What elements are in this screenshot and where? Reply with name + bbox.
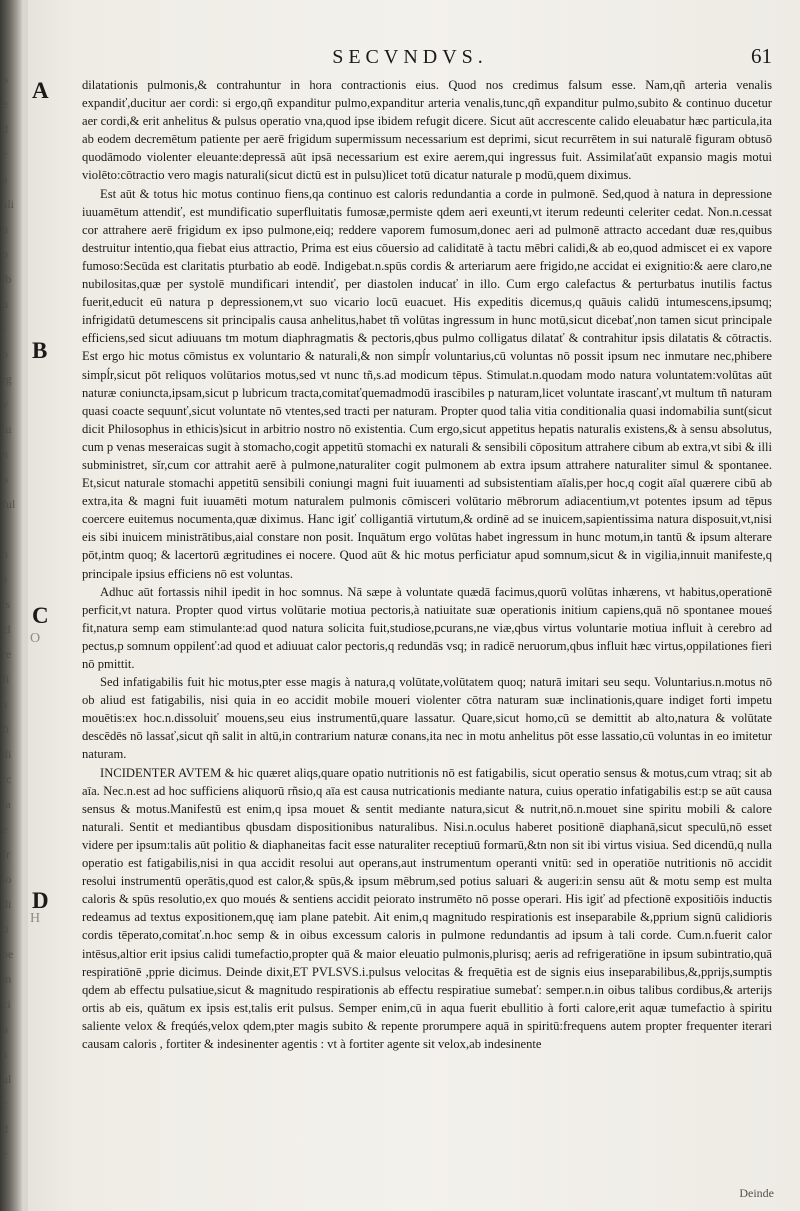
margin-fragment: n [2, 447, 8, 461]
paragraph-3: Adhuc aūt fortassis nihil ipedit in hoc somnus. Nā sæpe à voluntate quædā facimus,quorū volūtas inhærens, vt habitus,operationē perficit,vt natura. Propter quod virtus volūtarie motiua pectoris,à natiuitate suæ operationis initium capiens,quā nō spontanee moueś fit,natura semp eam stimulante:ad quod natura solicita fuit,studiose,pcurans,ne viæ,qbus virtus voluntarie motiua influit à cerebro ad pectus,p somnum oppilenť:ad quod et adiuuat calor pectoris,q redundās vsq; in radicē neruorum,qbus influit hæc virtus,oppilationes fieri nō pmittit. [82, 584, 772, 671]
margin-fragment: cl [2, 622, 11, 636]
margin-fragment: ali [2, 197, 14, 211]
margin-fragment: e [2, 1147, 8, 1161]
margin-fragment: e [2, 97, 8, 111]
margin-fragment: i [2, 522, 6, 536]
margin-fragment: fr [2, 847, 10, 861]
margin-fragment: re [2, 647, 12, 661]
running-head: SECVNDVS. [332, 46, 488, 68]
margin-fragment: c [2, 1097, 8, 1111]
margin-fragment: ul [2, 1072, 12, 1086]
book-page [28, 0, 800, 1211]
body-text [82, 76, 772, 1053]
margin-fragment: n [2, 222, 8, 236]
margin-fragment: fc [2, 772, 12, 786]
catchword: Deinde [739, 1186, 774, 1200]
margin-fragment: fi [2, 672, 10, 686]
margin-letter-c: C [32, 603, 49, 628]
margin-fragment: o [2, 472, 8, 486]
margin-fragment: di [2, 897, 12, 911]
margin-fragment: a [2, 572, 8, 586]
margin-fragment: lo [2, 872, 12, 886]
margin-fragment: is [2, 597, 11, 611]
margin-fragment: rg [2, 372, 12, 386]
margin-fragment: o [2, 347, 8, 361]
margin-fragment: y [2, 397, 8, 411]
folio-number: 61 [751, 44, 772, 68]
paragraph-4: Sed infatigabilis fuit hic motus,pter esse magis à natura,q volūtate,volūtatem quoq; naturā imitari seu sequ. Voluntarius.n.motus nō ob aliud est fatigabilis, nisi quia in eo accidit mobile moueri violenter cōtra naturam suæ inclinationis,quare indiget forti impetu mouētis:ex hoc.n.dissoluiť mouens,seu eius instrumentū,quare lassatur. Quare,sicut homo,cū se demittit ab alto,natura & volūtate descēdēs nō lassať,sicut qñ salit in altū,in contrarium naturæ conans,ita nec in motu anhelitus pōt esse lassatio,cū voluntas in eo imitetur naturam. [82, 675, 772, 762]
margin-fragment: di [2, 747, 12, 761]
margin-fragment: o [2, 72, 8, 86]
margin-fragment: ti [2, 922, 9, 936]
margin-letter-a: A [32, 78, 49, 103]
margin-fragment: a [2, 172, 8, 186]
margin-fragment: tu [2, 422, 12, 436]
margin-fragment: r [2, 322, 6, 336]
margin-fragment: ib [2, 272, 12, 286]
margin-fragment: a [2, 697, 8, 711]
margin-fragment: e [2, 822, 8, 836]
margin-fragment: h [2, 547, 8, 561]
paragraph-5: INCIDENTER AVTEM & hic quæret aliqs,quare opatio nutritionis nō est fatigabilis, sicut operatio sensus & motus,cum vtraq; sit ab aīa. Nec.n.est ad hoc sufficiens aliquorū rñsio,q aīa est causa nutricationis mediante natura, cuius operatio infatigabilis est:p se aūt causa sensus & motus.Manifestū est enim,q ipsa mouet & sentit mediante natura,sicut & nutrit,nō.n.mouet sine spiritu mobili & calore naturali. Sentit et mediantibus qbusdam dispositionibus naturalibus. Nisi.n.oculus haberet positionē diaphanā,sicut speculū,nō esset videre per ipsum:talis aūt politio & diaphaneitas facit esse naturaliter receptiuū formarū,&tn non sit ibi virtus visiua. Sed dicendū,q nulla operatio est fatigabilis,nisi in qua accidit resolui aut operans,aut instrumentum operanti vnitū: sed in operatiōe nutritionis nō accidit resolui instrumentū operātis,quod est calor,& spūs,& ipsum mēbrum,sed potius saluari & augeri:in sensu aūt & motu semp est multa caloris & spūs resolutio,ex quo moués & sentiens accidit peiorato instrumēto nō posse operari. His igiť ad pfectionē expositiōis inductis redeamus ad textus expositionem,quę iam plane patebit. Ait enim,q magnitudo respirationis est inseparabile &,pprium signū calidioris cordis tēperato,comitať.n.hoc semp & in oibus excessum caloris in pulmone redundantis ad ipsum à tali corde. Cum.n.fuerit calor intēsus,altior erit ipsius calidi tumefactio,propter quā & maior eleuatio pulmonis,plurisq; aeris ad refrigeratiōne in ipsum subintratio,quā respiratiōnē ,pprie dicimus. Deinde dixit,ET PVLSVS.i.pulsus velocitas & frequētia est de signis eius inseparabilibus,&,pprijs,sumptis qdem ab effectu pulsatiue,sicut & magnitudo respirationis ab effectu respiratiue sumebať: semper.n.in oibus talibus cordibus,& arterijs ortis ab eis, quātum ex ipsis est,talis erit pulsus. Semper enim,cū in aqua fuerit ebullitio à forti calore,erit aquæ tumefactio à spiritu saliente velox & freqúés,velox qdem,pter magis subito & repente prorumpere aquā in spiritū:frequens autem propter frequenter iterari causam caloris , fortiter & indesinenter agentis : vt à fortiter agente sit velox,ab indesinente [82, 765, 772, 1051]
margin-fragment: u [2, 297, 8, 311]
paragraph-1: dilatationis pulmonis,& contrahuntur in hora contractionis eius. Quod nos credimus falsum esse. Nam,qñ arteria venalis expandiť,ducitur aer cordi: si ergo,qñ expanditur pulmo,expanditur arteria venalis,tunc,qñ expanditur pulmo,subito & continuo ducetur aer cordi,& erit anhelitus & pulsus operatio vna,quod ipse ibidem refugit dicere. Sicut aūt accrescente calido eleuabatur hæc particula,ita ab eodem decremētum patiente per aerē frigidum supermissum necessarium est deprimi, sicut recurrētem in sui naturalē figuram obtusō quodāmodo violenter eleuante:depressā aūt ipsā necessarium est exire aerem,qui ingressus fuit. Assimilaťaūt expansio magis motui violēto:cōtractio vero magis naturali(sicut dictū est in pulsu)licet totū dicatur naturale p modū,quem diximus. [82, 78, 772, 183]
margin-fragment: ci [2, 997, 11, 1011]
margin-letter-d: D [32, 888, 49, 913]
margin-fragment: a [2, 1047, 8, 1061]
margin-fragment: fi [2, 722, 10, 736]
margin-fragment: d [2, 1122, 8, 1136]
margin-fragment: p [2, 247, 8, 261]
margin-fragment: pe [2, 947, 14, 961]
margin-fragment: m [2, 972, 12, 986]
margin-fragment: d [2, 122, 8, 136]
margin-fragment: la [2, 797, 11, 811]
margin-fragment: ful [2, 497, 16, 511]
margin-ghost-o: O [30, 631, 41, 646]
margin-fragment: e [2, 147, 8, 161]
margin-ghost-h: H [30, 911, 41, 926]
page-header [48, 40, 772, 70]
margin-fragment: o [2, 1022, 8, 1036]
paragraph-2: Est aūt & totus hic motus continuo fiens,qa continuo est caloris redundantia a corde in pulmonē. Sed,quod à natura in depressione iuuamētum attendiť, est mundificatio superfluitatis fumosæ,permiste qdem aeri exeunti,vt iterum redeunti celeriter cedat. Non.n.cessat cor attrahere aerē frigidum ex ipso pulmone,eiq; reddere vaporem fumosum,donec aeri ad pulmonē attracto accedant duæ res,quibus destruitur intentio,qua fiebat eius attractio, Prima est eius cōuersio ad caliditatē à tactu mēbri calidi,& ab eo,quod admiscet ei ex vapore fumoso:Secūda est claritatis pturbatio ab eodē. Indigebat.n.spūs cordis & arteriarum aere frigido,ne accidat ei exignitio:& aere claro,ne nubilositas,quæ per systolē mundificari intendiť, per diastolen inducať in illo. Cum ergo calefactus & perturbatus inutilis factus fuerit,educit eū natura p depressionem,vt suo vicario locū euacuet. His expeditis dicemus,q quāuis calidū intumescens,ipsumq; infrigidatū detumescens sit principalis causa anhelitus,habet tñ volūtas ingressum in hunc motū,sicut dicebať,non tamen sicut principale efficiens,sed sicut adiuuans tm motum diaphragmatis & pectoris,qbus pulmo colligatus dilatať & contrahitur ipsis dilatatis & cōtractis. Est ergo hic motus cōmistus ex voluntario & naturali,& non simpĺr voluntarius,cū voluntas nō possit ipsum nec inmutare nec,phibere simpĺr,sicut pōt reliquos volūtarios motus,sed vt nunc tñ,s.ad modicum tēpus. Stimulat.n.quodam modo natura voluntatem:volūtas aūt naturæ coniuncta,ipsam,sicut p lubricum tracta,comitaťquemadmodū irascibiles p naturam,licet voluntate irascanť,vt multum tñ naturam quasi coacte sequunť,sicut voluntate nō vtentes,sed tracti per naturam. Propter quod talia vitia conditionalia quasi indomabilia sunt(sicut dicit Philosophus in ethicis)sicut in arbitrio nostro nō existentia. Cum ergo,sicut appetitus hepatis naturalis existens,& à sensu absolutus, cum p venas meseraicas sugit à stomacho,cogit appetitū stomachi ex naturali & sensibili cōpositum attrahere cibum ab extra,vt sibi & illi subministret, sĭr,cum cor attrahit aerē à pulmone,naturaliter cogit pulmonem ab extra ipsum attrahere naturaliter simul & spontanee. Et,sicut naturale stomachi appetitū sensibili coniungi magni fuit iuuamenti ad subsistentiam aīalis,per hoc,q cogit aīal quærere cibū ab extra,ita & magni fuit iuuamēti motum naturalem pulmonis cōmisceri volūtario mēbrorum adiacentium,vt potentes ipsum ad tēpus coercere euitemus nocumenta,quæ diximus. Hanc igiť colligantiā virtutum,& ordinē ad se inuicem,sapientissima natura disposuit,vt,nisi eis sibi inuicem ministrātibus,aial constare non posit. Inquātum ergo volūtas habet ingressum in hunc motum,in tantū & ipsum alterare pōt,intm quoq; & lacertorū ægritudines ei nocere. Quod aūt & hic motus perficiatur apud somnum,sicut & in vigilia,innuit manifeste,q principale ipsius efficiens nō est voluntas. [82, 186, 772, 581]
margin-letter-b: B [32, 338, 48, 363]
left-page-edge-text [0, 0, 28, 1211]
